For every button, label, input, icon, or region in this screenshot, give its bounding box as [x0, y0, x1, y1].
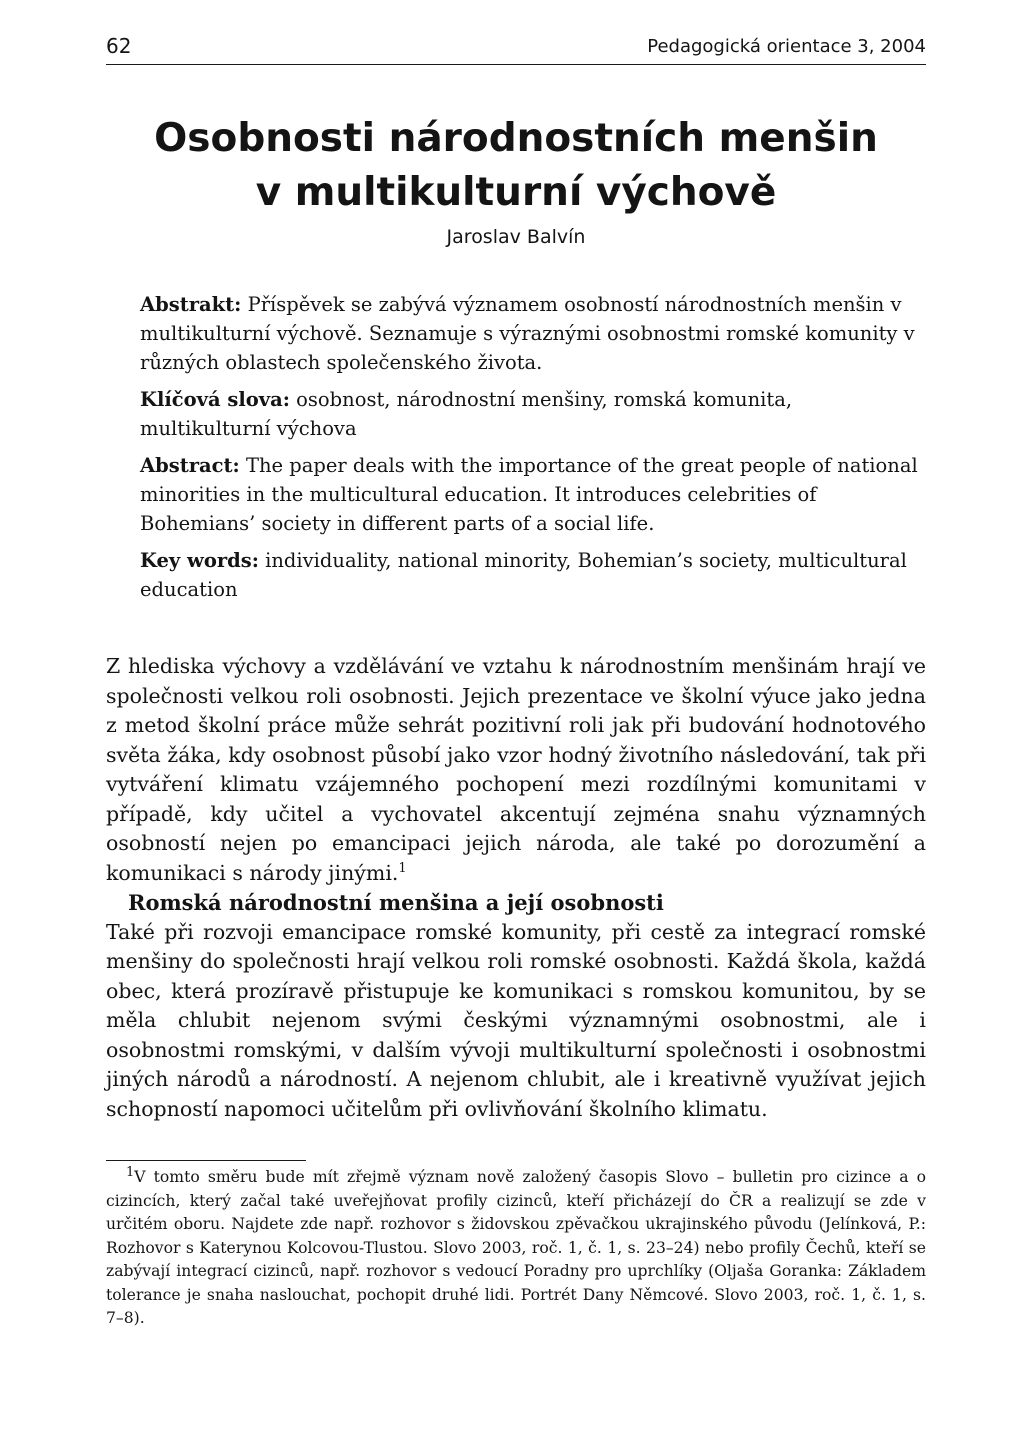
- intro-paragraph: [106, 652, 926, 888]
- article-title-line-1: Osobnosti národnostních menšin: [154, 116, 878, 161]
- author-name: Jaroslav Balvín: [446, 226, 586, 248]
- article-title: [106, 112, 926, 220]
- abstract-paragraph: [140, 451, 926, 538]
- keywords-text: individuality, national minority, Bohemian’s society, multicultural education: [140, 549, 907, 601]
- footnote-rule: [106, 1160, 306, 1161]
- footnote: [106, 1166, 926, 1331]
- footnote-text: V tomto směru bude mít zřejmě význam nově založený časopis Slovo – bulletin pro cizince a o cizincích, který začal také uveřejňovat profily cizinců, kteří přicházejí do ČR a realizují se zde v určitém oboru. Najdete zde např. rozhovor s židovskou zpěvačkou ukrajinského původu (Jelínková, P.: Rozhovor s Katerynou Kolcovou-Tlustou. Slovo 2003, roč. 1, č. 1, s. 23–24) nebo profily Čechů, kteří se zabývají integrací cizinců, např. rozhovor s vedoucí Poradny pro uprchlíky (Oljaša Goranka: Základem tolerance je snaha naslouchat, pochopit druhé lidi. Portrét Dany Němcové. Slovo 2003, roč. 1, č. 1, s. 7–8).: [106, 1168, 926, 1327]
- section-heading: Romská národnostní menšina a její osobnosti: [128, 890, 664, 915]
- article-body: [106, 652, 926, 1124]
- footnote-reference: 1: [398, 860, 407, 876]
- abstrakt-paragraph: [140, 290, 926, 377]
- footnote-paragraph: [106, 1166, 926, 1331]
- klicova-slova-text: osobnost, národnostní menšiny, romská komunita, multikulturní výchova: [140, 388, 793, 440]
- abstract-text: The paper deals with the importance of the great people of national minorities in the multicultural education. It introduces celebrities of Bohemians’ society in different parts of a social life.: [140, 454, 918, 535]
- abstrakt-label: Abstrakt:: [140, 293, 242, 316]
- header-rule: [106, 64, 926, 65]
- abstract-label: Abstract:: [140, 454, 240, 477]
- journal-name: Pedagogická orientace 3, 2004: [647, 36, 926, 57]
- abstrakt-text: Příspěvek se zabývá významem osobností národnostních menšin v multikulturní výchově. Seznamuje s výraznými osobnostmi romské komunity v různých oblastech společenského života.: [140, 293, 915, 374]
- section-paragraph: Také při rozvoji emancipace romské komunity, při cestě za integrací romské menšiny do společnosti hrají velkou roli romské osobnosti. Každá škola, každá obec, která prozíravě přistupuje ke komunikaci s romskou komunitou, by se měla chlubit nejenom svými českými významnými osobnostmi, ale i osobnostmi romskými, v dalším vývoji multikulturní společnosti i osobnostmi jiných národů a národností. A nejenom chlubit, ale i kreativně využívat jejich schopností napomoci učitelům při ovlivňování školního klimatu.: [106, 919, 926, 1121]
- abstract-block: [140, 290, 926, 612]
- klicova-slova-paragraph: [140, 385, 926, 443]
- page-number: 62: [106, 34, 132, 58]
- intro-text: Z hlediska výchovy a vzdělávání ve vztahu k národnostním menšinám hrají ve společnosti velkou roli osobnosti. Jejich prezentace ve školní výuce jako jedna z metod školní práce může sehrát pozitivní roli jak při budování hodnotového světa žáka, kdy osobnost působí jako vzor hodný životního následování, tak při vytváření klimatu vzájemného pochopení mezi rozdílnými komunitami v případě, kdy učitel a vychovatel akcentují zejména snahu významných osobností nejen po emancipaci jejich národa, ale také po dorozumění a komunikaci s národy jinými.: [106, 654, 926, 885]
- keywords-paragraph: [140, 546, 926, 604]
- keywords-label: Key words:: [140, 549, 259, 572]
- article-title-line-2: v multikulturní výchově: [255, 170, 777, 215]
- klicova-slova-label: Klíčová slova:: [140, 388, 290, 411]
- running-header: [106, 28, 926, 64]
- footnote-marker: 1: [126, 1164, 135, 1180]
